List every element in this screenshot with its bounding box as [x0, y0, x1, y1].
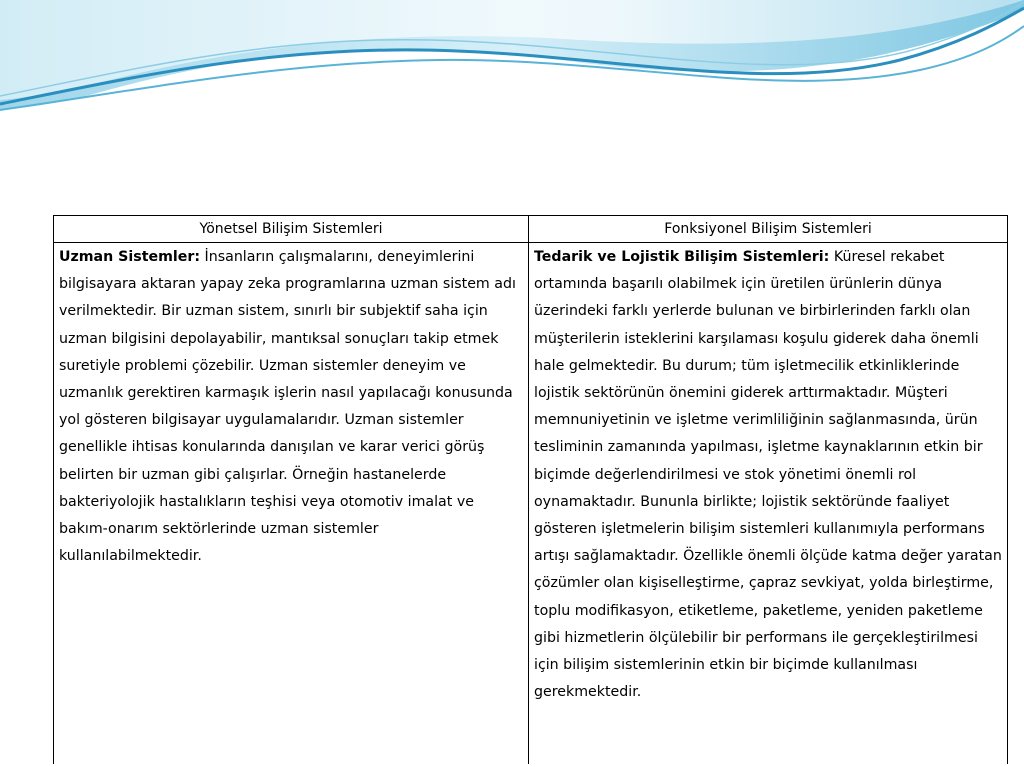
header-yonetsel: Yönetsel Bilişim Sistemleri	[54, 216, 529, 243]
cell-tedarik-lojistik	[529, 243, 1008, 765]
cell-lead-term: Uzman Sistemler:	[59, 249, 201, 265]
cell-body-text: Küresel rekabet ortamında başarılı olabilmek için üretilen ürünlerin dünya üzerindeki farklı yerlerde bulunan ve birbirlerinden farklı olan müşterilerin isteklerini karşılaması koşulu giderek daha önemli hale gelmektedir. Bu durum; tüm işletmecilik etkinliklerinde lojistik sektörünün önemini giderek arttırmaktadır. Müşteri memnuniyetinin ve işletme verimliliğinin sağlanmasında, ürün tesliminin zamanında yapılması, işletme kaynaklarının etkin bir biçimde değerlendirilmesi ve stok yönetimi önemli rol oynamaktadır. Bununla birlikte; lojistik sektöründe faaliyet gösteren işletmelerin bilişim sistemleri kullanımıyla performans artışı sağlamaktadır. Özellikle önemli ölçüde katma değer yaratan çözümler olan kişiselleştirme, çapraz sevkiyat, yolda birleştirme, toplu modifikasyon, etiketleme, paketleme, yeniden paketleme gibi hizmetlerin ölçülebilir bir performans ile gerçekleştirilmesi için bilişim sistemlerinin etkin bir biçimde kullanılması gerekmektedir.	[534, 249, 1002, 701]
header-fonksiyonel: Fonksiyonel Bilişim Sistemleri	[529, 216, 1008, 243]
cell-lead-term: Tedarik ve Lojistik Bilişim Sistemleri:	[534, 249, 830, 265]
table-header-row	[54, 216, 1008, 243]
header-wave-decoration	[0, 0, 1024, 130]
cell-body-text: İnsanların çalışmalarını, deneyimlerini bilgisayara aktaran yapay zeka programlarına uzman sistem adı verilmektedir. Bir uzman sistem, sınırlı bir subjektif saha için uzman bilgisini depolayabilir, mantıksal sonuçları takip etmek suretiyle problemi çözebilir. Uzman sistemler deneyim ve uzmanlık gerektiren karmaşık işlerin nasıl yapılacağı konusunda yol gösteren bilgisayar uygulamalarıdır. Uzman sistemler genellikle ihtisas konularında danışılan ve karar verici görüş belirten bir uzman gibi çalışırlar. Örneğin hastanelerde bakteriyolojik hastalıkların teşhisi veya otomotiv imalat ve bakım-onarım sektörlerinde uzman sistemler kullanılabilmektedir.	[59, 249, 516, 565]
table-row	[54, 243, 1008, 765]
cell-uzman-sistemler	[54, 243, 529, 765]
comparison-table	[53, 215, 1008, 764]
